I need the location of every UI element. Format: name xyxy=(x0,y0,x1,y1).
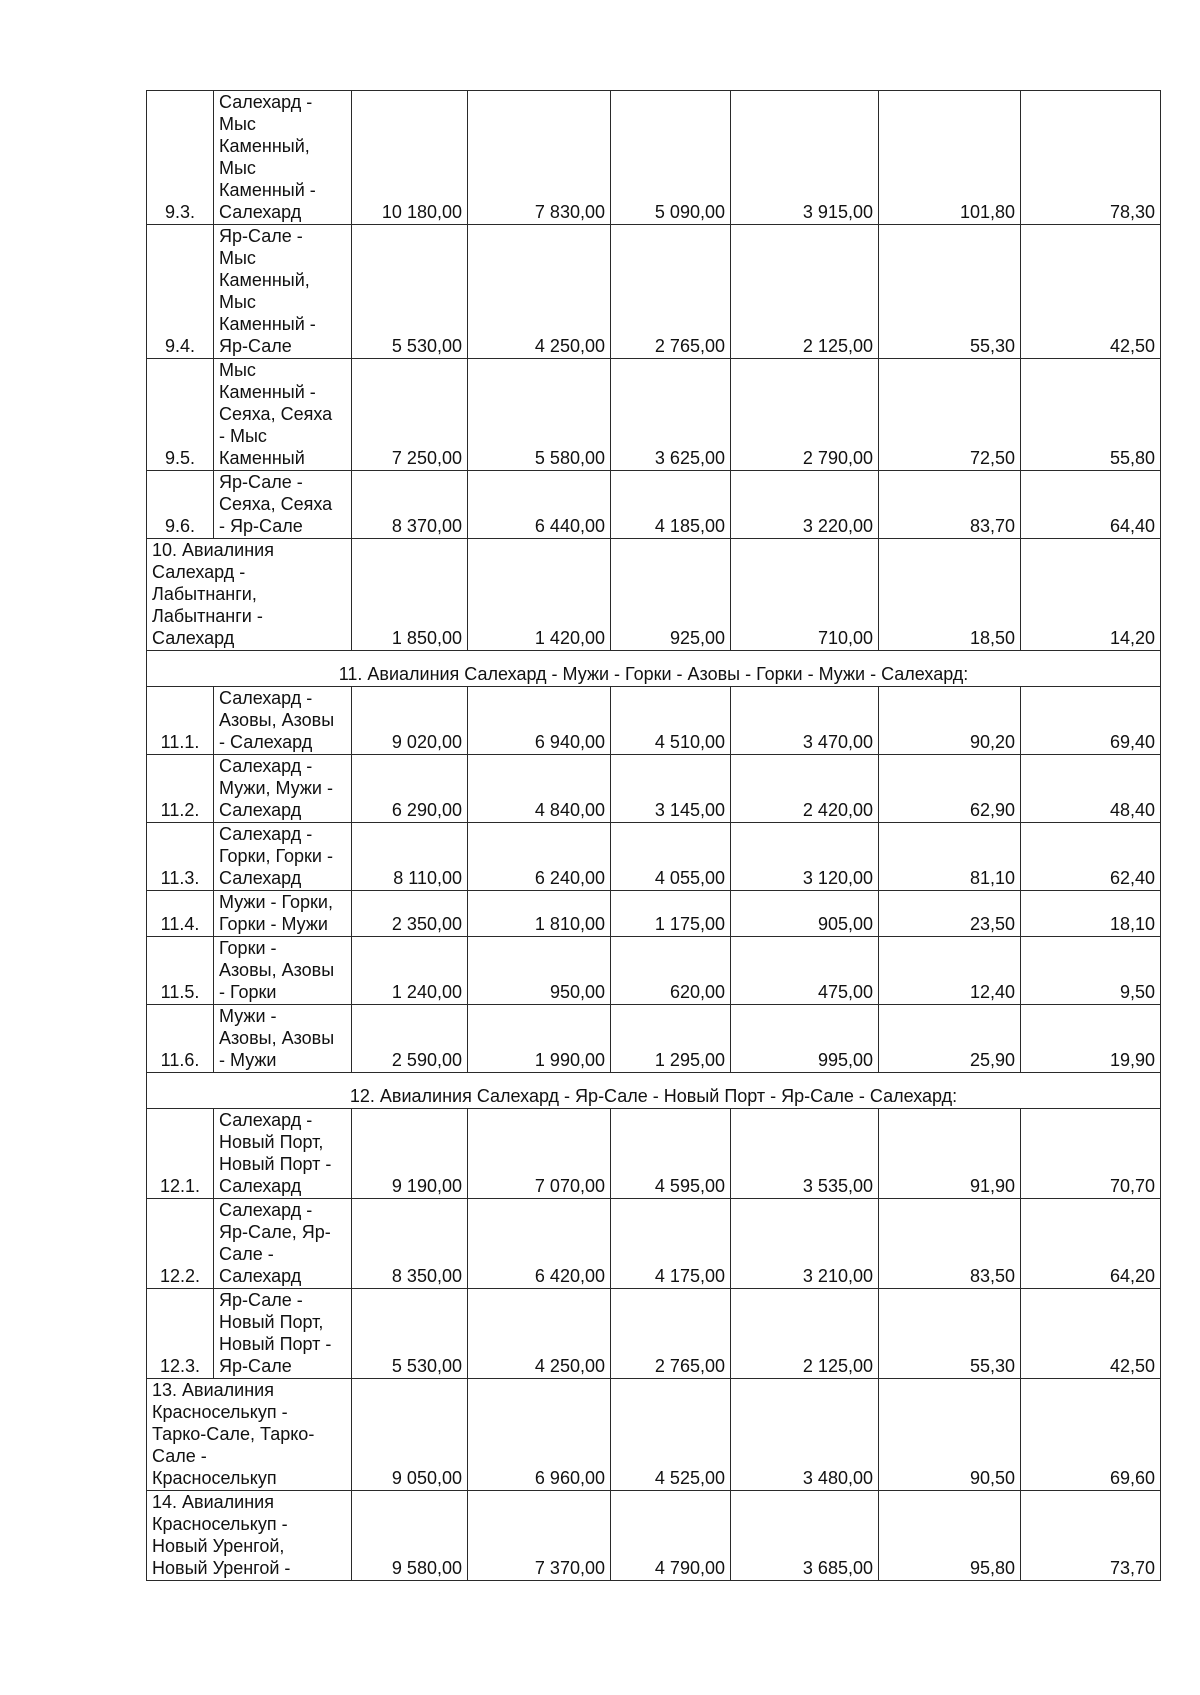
cell-line: - Мужи xyxy=(219,1050,277,1070)
route-cell xyxy=(214,937,352,1005)
cell-line: Сале - xyxy=(152,1446,207,1466)
fare-value-5: 81,10 xyxy=(879,823,1021,891)
route-cell xyxy=(214,359,352,471)
fare-value-2: 4 250,00 xyxy=(468,1289,611,1379)
table-row xyxy=(147,1199,1161,1289)
cell-line: Мыс xyxy=(219,292,256,312)
fare-value-6: 18,10 xyxy=(1021,891,1161,937)
cell-line: Горки - xyxy=(219,938,277,958)
row-number: 11.3. xyxy=(147,823,214,891)
fare-value-6: 73,70 xyxy=(1021,1491,1161,1581)
cell-line: Лабытнанги, xyxy=(152,584,257,604)
row-number: 12.1. xyxy=(147,1109,214,1199)
fare-value-3: 3 625,00 xyxy=(611,359,731,471)
fare-value-5: 72,50 xyxy=(879,359,1021,471)
row-number: 11.4. xyxy=(147,891,214,937)
fare-value-2: 7 370,00 xyxy=(468,1491,611,1581)
route-cell xyxy=(214,1289,352,1379)
fare-value-5: 83,70 xyxy=(879,471,1021,539)
fare-value-4: 3 685,00 xyxy=(731,1491,879,1581)
cell-line: Сеяха, Сеяха xyxy=(219,494,333,514)
cell-line: Тарко-Сале, Тарко- xyxy=(152,1424,315,1444)
fare-value-3: 4 790,00 xyxy=(611,1491,731,1581)
airline-name-cell xyxy=(147,539,352,651)
fare-value-3: 4 525,00 xyxy=(611,1379,731,1491)
fare-value-4: 3 480,00 xyxy=(731,1379,879,1491)
cell-line: Яр-Сале - xyxy=(219,472,303,492)
fare-value-3: 1 295,00 xyxy=(611,1005,731,1073)
route-cell xyxy=(214,823,352,891)
fare-value-2: 6 940,00 xyxy=(468,687,611,755)
fare-value-2: 1 990,00 xyxy=(468,1005,611,1073)
cell-line: Каменный - xyxy=(219,180,316,200)
cell-line: Сале - xyxy=(219,1244,274,1264)
fare-value-5: 83,50 xyxy=(879,1199,1021,1289)
table-row xyxy=(147,755,1161,823)
fare-value-1: 9 190,00 xyxy=(352,1109,468,1199)
fare-value-3: 1 175,00 xyxy=(611,891,731,937)
route-cell xyxy=(214,891,352,937)
fare-value-6: 55,80 xyxy=(1021,359,1161,471)
cell-line: Мыс xyxy=(219,158,256,178)
fare-table xyxy=(146,90,1161,1581)
route-cell xyxy=(214,471,352,539)
fare-value-4: 3 120,00 xyxy=(731,823,879,891)
cell-line: 10. Авиалиния xyxy=(152,540,274,560)
fare-value-2: 4 250,00 xyxy=(468,225,611,359)
fare-value-1: 9 580,00 xyxy=(352,1491,468,1581)
row-number: 12.2. xyxy=(147,1199,214,1289)
fare-value-6: 9,50 xyxy=(1021,937,1161,1005)
fare-value-1: 5 530,00 xyxy=(352,225,468,359)
fare-value-4: 3 220,00 xyxy=(731,471,879,539)
fare-value-5: 90,20 xyxy=(879,687,1021,755)
fare-value-2: 1 810,00 xyxy=(468,891,611,937)
fare-value-5: 62,90 xyxy=(879,755,1021,823)
cell-line: Горки - Мужи xyxy=(219,914,328,934)
table-row xyxy=(147,471,1161,539)
table-row xyxy=(147,1109,1161,1199)
route-cell xyxy=(214,1199,352,1289)
cell-line: Новый Порт, xyxy=(219,1132,324,1152)
table-row xyxy=(147,1491,1161,1581)
fare-value-1: 10 180,00 xyxy=(352,91,468,225)
fare-value-1: 1 850,00 xyxy=(352,539,468,651)
fare-value-6: 19,90 xyxy=(1021,1005,1161,1073)
section-row xyxy=(147,651,1161,687)
fare-value-5: 101,80 xyxy=(879,91,1021,225)
fare-value-4: 710,00 xyxy=(731,539,879,651)
cell-line: Красноселькуп - xyxy=(152,1514,288,1534)
route-cell xyxy=(214,687,352,755)
fare-value-4: 3 210,00 xyxy=(731,1199,879,1289)
cell-line: Мыс xyxy=(219,360,256,380)
fare-value-1: 7 250,00 xyxy=(352,359,468,471)
cell-line: 14. Авиалиния xyxy=(152,1492,274,1512)
cell-line: Азовы, Азовы xyxy=(219,960,335,980)
fare-value-3: 4 595,00 xyxy=(611,1109,731,1199)
table-row xyxy=(147,937,1161,1005)
cell-line: Яр-Сале - xyxy=(219,226,303,246)
row-number: 9.6. xyxy=(147,471,214,539)
fare-value-3: 5 090,00 xyxy=(611,91,731,225)
cell-line: Мыс xyxy=(219,248,256,268)
cell-line: Сеяха, Сеяха xyxy=(219,404,333,424)
fare-value-2: 7 830,00 xyxy=(468,91,611,225)
cell-line: Яр-Сале xyxy=(219,336,292,356)
fare-value-3: 4 510,00 xyxy=(611,687,731,755)
cell-line: Азовы, Азовы xyxy=(219,1028,335,1048)
fare-value-6: 69,40 xyxy=(1021,687,1161,755)
table-row xyxy=(147,891,1161,937)
cell-line: Каменный - xyxy=(219,314,316,334)
fare-value-1: 5 530,00 xyxy=(352,1289,468,1379)
fare-value-3: 4 175,00 xyxy=(611,1199,731,1289)
cell-line: Салехард - xyxy=(219,756,313,776)
fare-value-1: 8 110,00 xyxy=(352,823,468,891)
cell-line: - Яр-Сале xyxy=(219,516,303,536)
cell-line: Салехард - xyxy=(219,688,313,708)
cell-line: Мужи, Мужи - xyxy=(219,778,333,798)
fare-value-2: 1 420,00 xyxy=(468,539,611,651)
fare-value-2: 950,00 xyxy=(468,937,611,1005)
fare-value-1: 9 020,00 xyxy=(352,687,468,755)
cell-line: Салехард xyxy=(219,868,302,888)
fare-value-5: 55,30 xyxy=(879,225,1021,359)
row-number: 9.5. xyxy=(147,359,214,471)
fare-value-5: 90,50 xyxy=(879,1379,1021,1491)
cell-line: Мыс xyxy=(219,114,256,134)
table-row xyxy=(147,1379,1161,1491)
fare-value-2: 5 580,00 xyxy=(468,359,611,471)
row-number: 9.3. xyxy=(147,91,214,225)
fare-value-4: 475,00 xyxy=(731,937,879,1005)
route-cell xyxy=(214,1109,352,1199)
cell-line: - Мыс xyxy=(219,426,267,446)
cell-line: Салехард xyxy=(152,628,235,648)
cell-line: Новый Уренгой, xyxy=(152,1536,285,1556)
cell-line: Красноселькуп - xyxy=(152,1402,288,1422)
fare-value-4: 2 790,00 xyxy=(731,359,879,471)
cell-line: Салехард - xyxy=(152,562,246,582)
cell-line: Салехард xyxy=(219,202,302,222)
cell-line: Новый Порт - xyxy=(219,1154,332,1174)
cell-line: Салехард xyxy=(219,800,302,820)
table-row xyxy=(147,359,1161,471)
fare-value-3: 2 765,00 xyxy=(611,1289,731,1379)
row-number: 11.2. xyxy=(147,755,214,823)
fare-value-4: 2 420,00 xyxy=(731,755,879,823)
fare-value-6: 69,60 xyxy=(1021,1379,1161,1491)
fare-value-6: 64,40 xyxy=(1021,471,1161,539)
airline-name-cell xyxy=(147,1491,352,1581)
cell-line: 13. Авиалиния xyxy=(152,1380,274,1400)
fare-value-2: 6 240,00 xyxy=(468,823,611,891)
cell-line: Лабытнанги - xyxy=(152,606,263,626)
cell-line: Салехард - xyxy=(219,92,313,112)
cell-line: Салехард - xyxy=(219,1110,313,1130)
fare-value-1: 2 590,00 xyxy=(352,1005,468,1073)
fare-value-1: 6 290,00 xyxy=(352,755,468,823)
cell-line: Новый Порт, xyxy=(219,1312,324,1332)
section-heading: 12. Авиалиния Салехард - Яр-Сале - Новый Порт - Яр-Сале - Салехард: xyxy=(147,1073,1161,1109)
fare-value-5: 18,50 xyxy=(879,539,1021,651)
fare-value-6: 62,40 xyxy=(1021,823,1161,891)
fare-value-6: 48,40 xyxy=(1021,755,1161,823)
fare-value-5: 55,30 xyxy=(879,1289,1021,1379)
fare-value-1: 8 350,00 xyxy=(352,1199,468,1289)
table-row xyxy=(147,1005,1161,1073)
table-row xyxy=(147,539,1161,651)
route-cell xyxy=(214,755,352,823)
fare-value-4: 905,00 xyxy=(731,891,879,937)
row-number: 11.6. xyxy=(147,1005,214,1073)
fare-value-6: 70,70 xyxy=(1021,1109,1161,1199)
fare-value-3: 925,00 xyxy=(611,539,731,651)
fare-value-6: 64,20 xyxy=(1021,1199,1161,1289)
fare-value-4: 3 535,00 xyxy=(731,1109,879,1199)
fare-value-2: 7 070,00 xyxy=(468,1109,611,1199)
table-row xyxy=(147,687,1161,755)
cell-line: Горки, Горки - xyxy=(219,846,333,866)
cell-line: Салехард xyxy=(219,1176,302,1196)
row-number: 12.3. xyxy=(147,1289,214,1379)
fare-value-2: 6 420,00 xyxy=(468,1199,611,1289)
cell-line: Красноселькуп xyxy=(152,1468,277,1488)
cell-line: Яр-Сале - xyxy=(219,1290,303,1310)
fare-value-5: 25,90 xyxy=(879,1005,1021,1073)
fare-value-1: 1 240,00 xyxy=(352,937,468,1005)
cell-line: Каменный - xyxy=(219,382,316,402)
cell-line: Мужи - xyxy=(219,1006,277,1026)
row-number: 11.1. xyxy=(147,687,214,755)
fare-value-1: 9 050,00 xyxy=(352,1379,468,1491)
cell-line: Яр-Сале, Яр- xyxy=(219,1222,331,1242)
cell-line: Салехард - xyxy=(219,1200,313,1220)
table-row xyxy=(147,225,1161,359)
fare-value-3: 2 765,00 xyxy=(611,225,731,359)
fare-value-6: 14,20 xyxy=(1021,539,1161,651)
row-number: 9.4. xyxy=(147,225,214,359)
fare-value-4: 3 470,00 xyxy=(731,687,879,755)
fare-value-1: 2 350,00 xyxy=(352,891,468,937)
route-cell xyxy=(214,1005,352,1073)
table-row xyxy=(147,1289,1161,1379)
cell-line: Каменный, xyxy=(219,136,310,156)
fare-value-4: 2 125,00 xyxy=(731,1289,879,1379)
cell-line: Салехард xyxy=(219,1266,302,1286)
route-cell xyxy=(214,225,352,359)
fare-value-3: 620,00 xyxy=(611,937,731,1005)
cell-line: Новый Порт - xyxy=(219,1334,332,1354)
fare-value-3: 4 055,00 xyxy=(611,823,731,891)
cell-line: Каменный xyxy=(219,448,305,468)
fare-value-6: 78,30 xyxy=(1021,91,1161,225)
fare-value-2: 4 840,00 xyxy=(468,755,611,823)
fare-value-3: 4 185,00 xyxy=(611,471,731,539)
cell-line: Новый Уренгой - xyxy=(152,1558,291,1578)
fare-value-2: 6 440,00 xyxy=(468,471,611,539)
fare-value-5: 12,40 xyxy=(879,937,1021,1005)
fare-value-6: 42,50 xyxy=(1021,1289,1161,1379)
table-row xyxy=(147,91,1161,225)
fare-value-5: 91,90 xyxy=(879,1109,1021,1199)
cell-line: Салехард - xyxy=(219,824,313,844)
fare-value-1: 8 370,00 xyxy=(352,471,468,539)
fare-value-4: 995,00 xyxy=(731,1005,879,1073)
cell-line: Азовы, Азовы xyxy=(219,710,335,730)
cell-line: Мужи - Горки, xyxy=(219,892,333,912)
fare-value-4: 3 915,00 xyxy=(731,91,879,225)
fare-value-5: 95,80 xyxy=(879,1491,1021,1581)
fare-value-6: 42,50 xyxy=(1021,225,1161,359)
cell-line: - Горки xyxy=(219,982,277,1002)
fare-value-2: 6 960,00 xyxy=(468,1379,611,1491)
airline-name-cell xyxy=(147,1379,352,1491)
section-row xyxy=(147,1073,1161,1109)
cell-line: - Салехард xyxy=(219,732,313,752)
route-cell xyxy=(214,91,352,225)
cell-line: Яр-Сале xyxy=(219,1356,292,1376)
fare-value-3: 3 145,00 xyxy=(611,755,731,823)
fare-value-4: 2 125,00 xyxy=(731,225,879,359)
table-row xyxy=(147,823,1161,891)
cell-line: Каменный, xyxy=(219,270,310,290)
row-number: 11.5. xyxy=(147,937,214,1005)
section-heading: 11. Авиалиния Салехард - Мужи - Горки - Азовы - Горки - Мужи - Салехард: xyxy=(147,651,1161,687)
fare-value-5: 23,50 xyxy=(879,891,1021,937)
